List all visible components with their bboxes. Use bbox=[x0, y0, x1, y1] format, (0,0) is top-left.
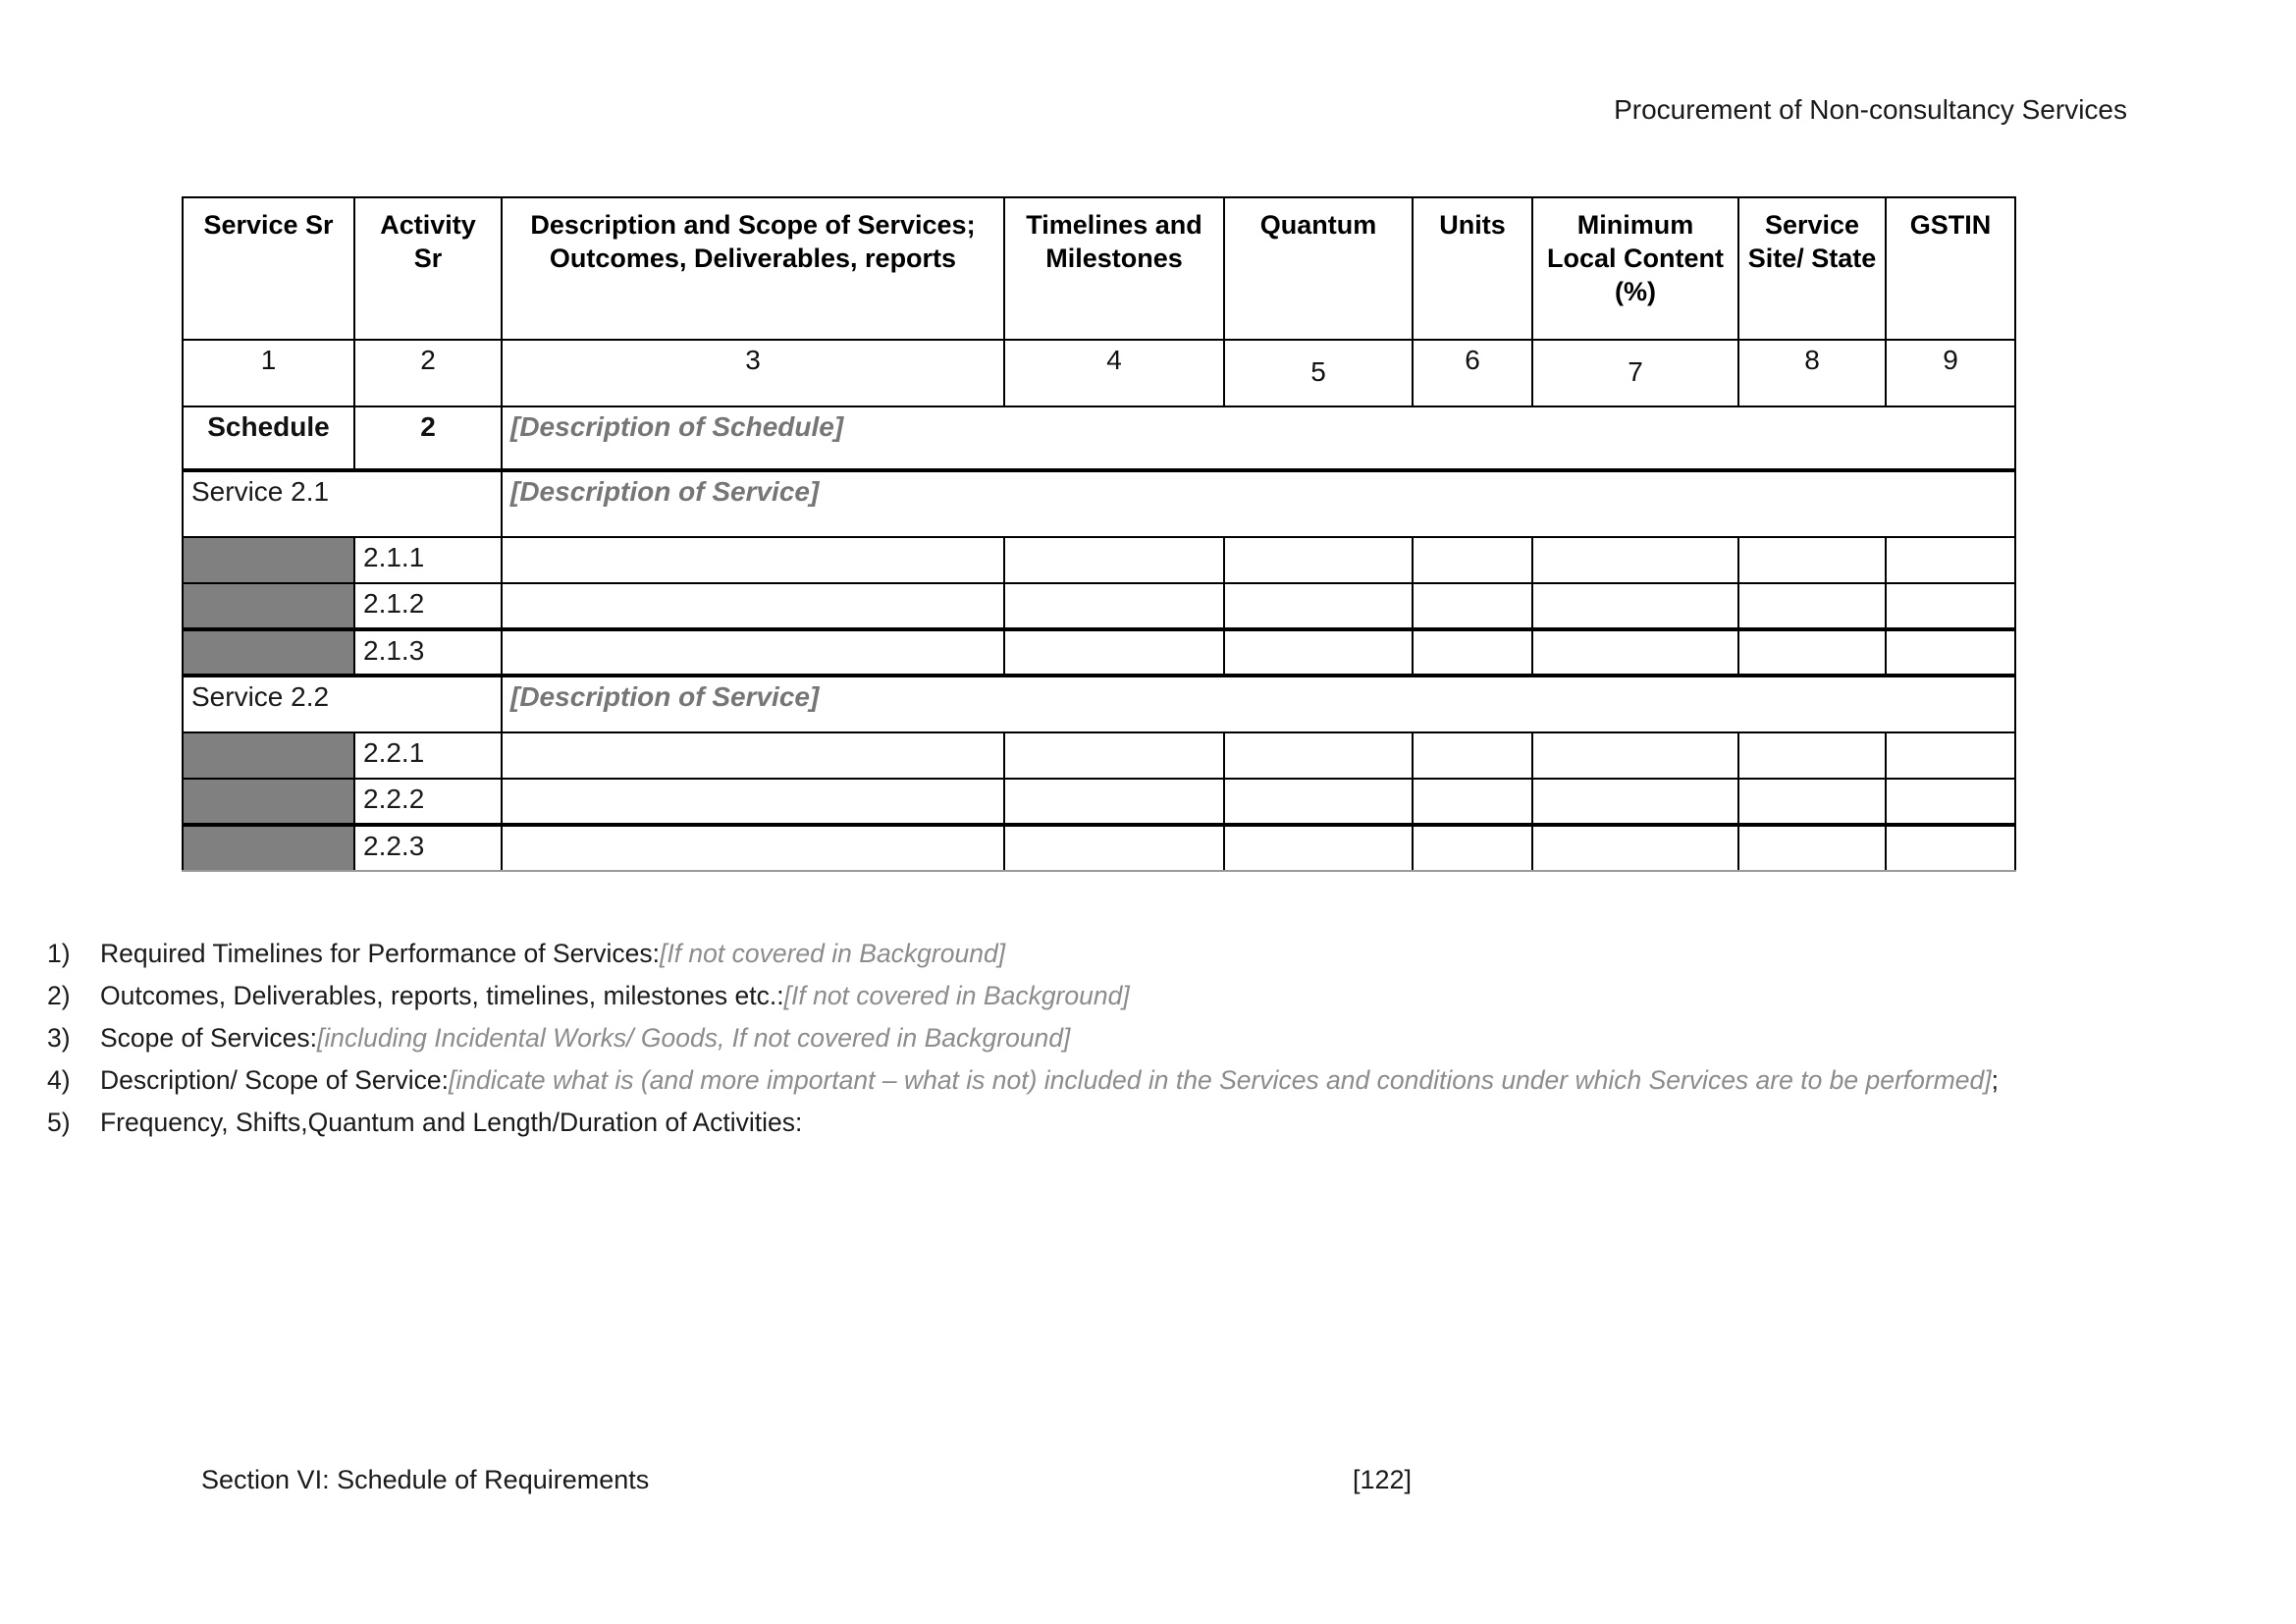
empty-cell bbox=[1413, 825, 1532, 871]
activity-row-2-1-3 bbox=[183, 629, 2015, 676]
activity-row-2-1-2 bbox=[183, 583, 2015, 629]
column-number: 5 bbox=[1224, 340, 1413, 406]
note-label: Required Timelines for Performance of Services: bbox=[100, 939, 660, 968]
empty-cell bbox=[1004, 825, 1224, 871]
empty-cell bbox=[1532, 779, 1738, 825]
column-number-row bbox=[183, 340, 2015, 406]
note-label: Frequency, Shifts,Quantum and Length/Duration of Activities: bbox=[100, 1108, 803, 1137]
note-item-4 bbox=[47, 1065, 2285, 1108]
col-header-units: Units bbox=[1413, 197, 1532, 340]
col-header-activity-sr: Activity Sr bbox=[354, 197, 502, 340]
note-number: 4) bbox=[47, 1065, 71, 1095]
service-group-label: Service 2.1 bbox=[183, 470, 502, 537]
shaded-cell bbox=[183, 779, 354, 825]
column-number: 6 bbox=[1413, 340, 1532, 406]
column-number: 7 bbox=[1532, 340, 1738, 406]
empty-cell bbox=[1886, 732, 2015, 779]
schedule-description-placeholder: [Description of Schedule] bbox=[502, 406, 2015, 470]
note-label: Description/ Scope of Service: bbox=[100, 1065, 449, 1095]
page-title: Procurement of Non-consultancy Services bbox=[1614, 94, 2127, 125]
col-header-quantum: Quantum bbox=[1224, 197, 1413, 340]
service-group-label: Service 2.2 bbox=[183, 676, 502, 732]
empty-cell bbox=[1004, 779, 1224, 825]
note-placeholder: [If not covered in Background] bbox=[659, 939, 1006, 968]
note-label: Scope of Services: bbox=[100, 1023, 317, 1053]
empty-cell bbox=[1413, 583, 1532, 629]
empty-cell bbox=[502, 583, 1004, 629]
empty-cell bbox=[1413, 732, 1532, 779]
empty-cell bbox=[1224, 732, 1413, 779]
activity-row-2-2-1 bbox=[183, 732, 2015, 779]
empty-cell bbox=[1004, 732, 1224, 779]
empty-cell bbox=[1532, 825, 1738, 871]
empty-cell bbox=[1738, 779, 1886, 825]
empty-cell bbox=[1886, 779, 2015, 825]
col-header-local-content: Minimum Local Content (%) bbox=[1532, 197, 1738, 340]
empty-cell bbox=[502, 779, 1004, 825]
empty-cell bbox=[1224, 583, 1413, 629]
activity-row-2-2-2 bbox=[183, 779, 2015, 825]
empty-cell bbox=[1738, 825, 1886, 871]
activity-label: 2.1.1 bbox=[354, 537, 502, 583]
empty-cell bbox=[1004, 583, 1224, 629]
service-description-placeholder: [Description of Service] bbox=[502, 676, 2015, 732]
table-header-row bbox=[183, 197, 2015, 340]
footer-section-label: Section VI: Schedule of Requirements bbox=[201, 1465, 650, 1494]
empty-cell bbox=[1224, 825, 1413, 871]
notes-list bbox=[47, 939, 2285, 1150]
col-header-service-site: Service Site/ State bbox=[1738, 197, 1886, 340]
note-item-2 bbox=[47, 981, 2285, 1023]
empty-cell bbox=[1004, 537, 1224, 583]
column-number: 1 bbox=[183, 340, 354, 406]
col-header-timelines: Timelines and Milestones bbox=[1004, 197, 1224, 340]
column-number: 8 bbox=[1738, 340, 1886, 406]
activity-row-2-2-3 bbox=[183, 825, 2015, 871]
col-header-service-sr: Service Sr bbox=[183, 197, 354, 340]
note-item-5 bbox=[47, 1108, 2285, 1150]
schedule-of-requirements-table bbox=[182, 196, 2016, 872]
note-number: 3) bbox=[47, 1023, 71, 1053]
empty-cell bbox=[1224, 779, 1413, 825]
activity-label: 2.1.2 bbox=[354, 583, 502, 629]
column-number: 4 bbox=[1004, 340, 1224, 406]
note-number: 2) bbox=[47, 981, 71, 1010]
note-placeholder: [including Incidental Works/ Goods, If not covered in Background] bbox=[316, 1023, 1071, 1053]
note-number: 5) bbox=[47, 1108, 71, 1137]
footer-page-number: [122] bbox=[1353, 1465, 1413, 1494]
empty-cell bbox=[1413, 629, 1532, 676]
note-item-1 bbox=[47, 939, 2285, 981]
shaded-cell bbox=[183, 537, 354, 583]
empty-cell bbox=[1004, 629, 1224, 676]
activity-label: 2.2.2 bbox=[354, 779, 502, 825]
empty-cell bbox=[502, 537, 1004, 583]
note-placeholder: [indicate what is (and more important – what is not) included in the Services and conditions under which Services are to be performed] bbox=[448, 1065, 1992, 1095]
shaded-cell bbox=[183, 732, 354, 779]
empty-cell bbox=[1738, 629, 1886, 676]
col-header-description: Description and Scope of Services; Outcomes, Deliverables, reports bbox=[502, 197, 1004, 340]
schedule-row bbox=[183, 406, 2015, 470]
schedule-number: 2 bbox=[354, 406, 502, 470]
empty-cell bbox=[1413, 537, 1532, 583]
service-group-header-2-1 bbox=[183, 470, 2015, 537]
empty-cell bbox=[1738, 732, 1886, 779]
note-label: Outcomes, Deliverables, reports, timelines, milestones etc.: bbox=[100, 981, 784, 1010]
column-number: 9 bbox=[1886, 340, 2015, 406]
shaded-cell bbox=[183, 629, 354, 676]
note-item-3 bbox=[47, 1023, 2285, 1065]
empty-cell bbox=[1224, 537, 1413, 583]
empty-cell bbox=[1886, 629, 2015, 676]
empty-cell bbox=[1886, 825, 2015, 871]
empty-cell bbox=[1738, 537, 1886, 583]
activity-label: 2.2.3 bbox=[354, 825, 502, 871]
shaded-cell bbox=[183, 825, 354, 871]
column-number: 2 bbox=[354, 340, 502, 406]
empty-cell bbox=[1886, 583, 2015, 629]
column-number: 3 bbox=[502, 340, 1004, 406]
activity-label: 2.1.3 bbox=[354, 629, 502, 676]
empty-cell bbox=[502, 825, 1004, 871]
note-suffix: ; bbox=[1991, 1065, 2000, 1095]
empty-cell bbox=[1532, 732, 1738, 779]
activity-label: 2.2.1 bbox=[354, 732, 502, 779]
empty-cell bbox=[1886, 537, 2015, 583]
activity-row-2-1-1 bbox=[183, 537, 2015, 583]
empty-cell bbox=[1413, 779, 1532, 825]
empty-cell bbox=[502, 629, 1004, 676]
empty-cell bbox=[1532, 629, 1738, 676]
empty-cell bbox=[502, 732, 1004, 779]
shaded-cell bbox=[183, 583, 354, 629]
empty-cell bbox=[1532, 537, 1738, 583]
service-group-header-2-2 bbox=[183, 676, 2015, 732]
empty-cell bbox=[1532, 583, 1738, 629]
empty-cell bbox=[1224, 629, 1413, 676]
empty-cell bbox=[1738, 583, 1886, 629]
service-description-placeholder: [Description of Service] bbox=[502, 470, 2015, 537]
schedule-label: Schedule bbox=[183, 406, 354, 470]
note-placeholder: [If not covered in Background] bbox=[783, 981, 1130, 1010]
col-header-gstin: GSTIN bbox=[1886, 197, 2015, 340]
note-number: 1) bbox=[47, 939, 71, 968]
page-footer bbox=[0, 1465, 2296, 1504]
